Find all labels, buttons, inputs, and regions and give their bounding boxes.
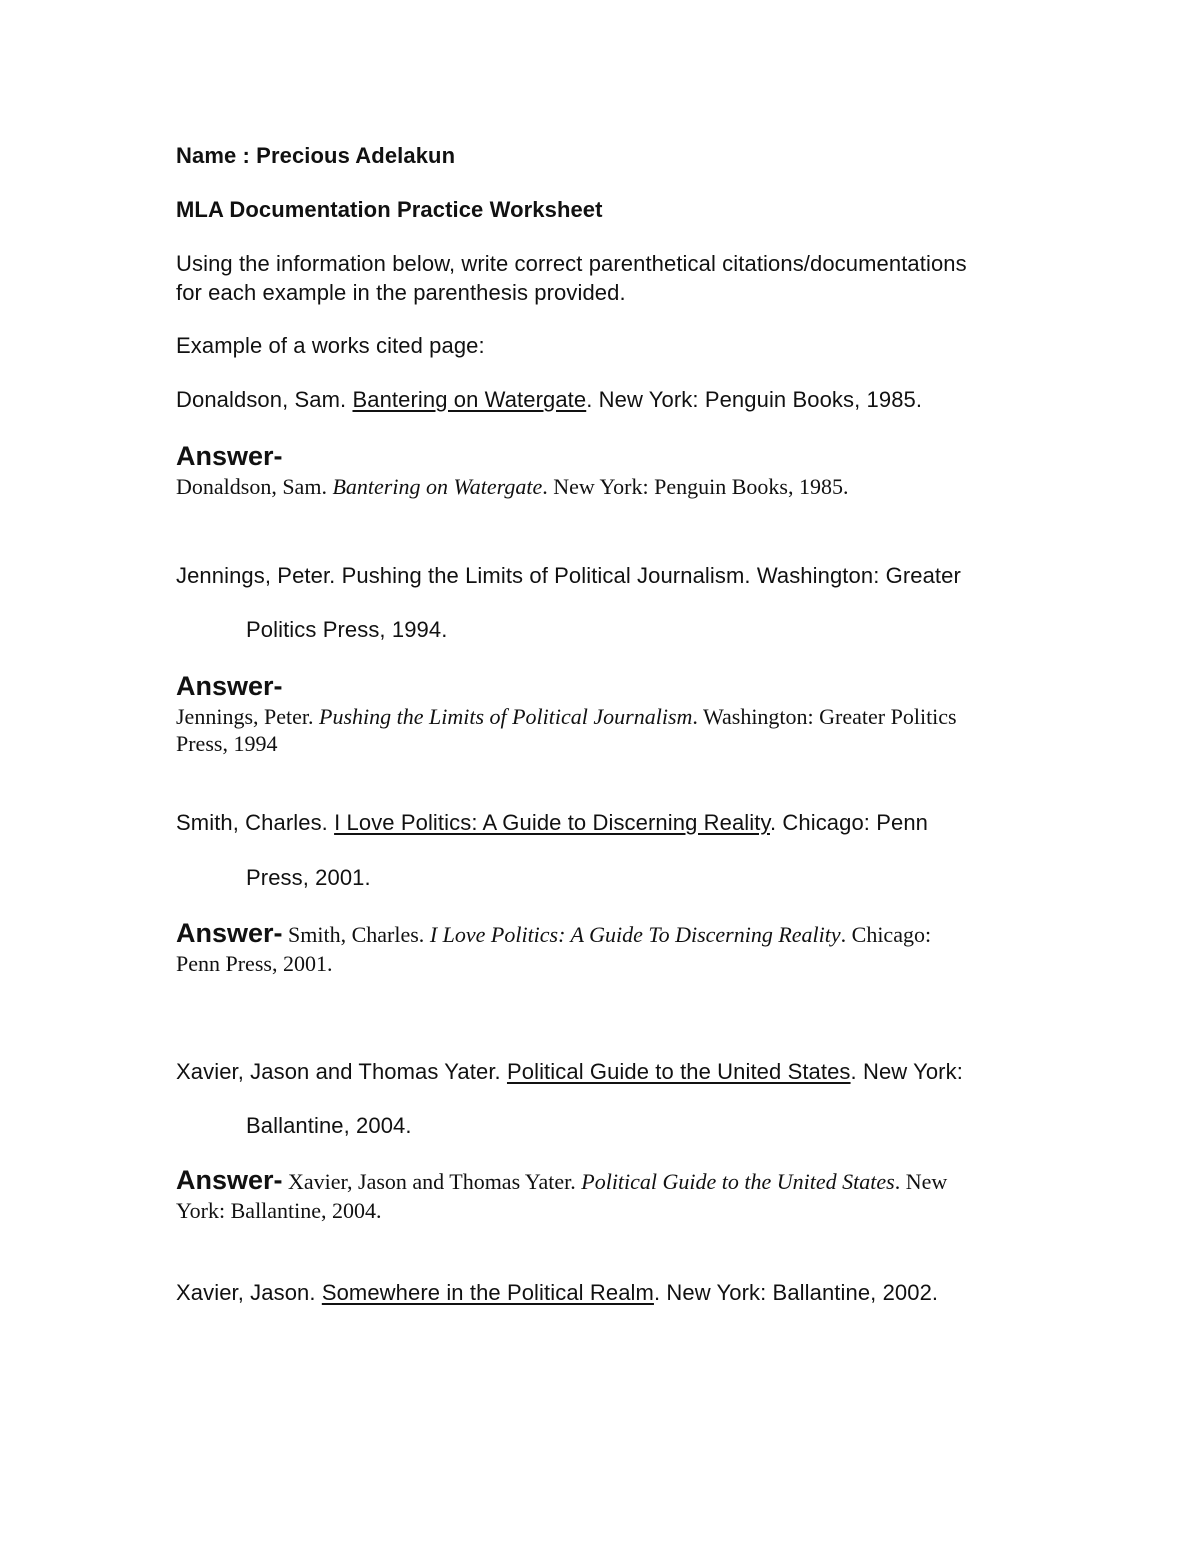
answer-xavier-yater-line-2: York: Ballantine, 2004.: [176, 1198, 382, 1223]
citation-xavier-yater-line-2: Ballantine, 2004.: [246, 1113, 412, 1138]
answer-title: Bantering on Watergate: [332, 474, 543, 499]
citation-smith-line-2: Press, 2001.: [246, 865, 371, 890]
citation-author: Xavier, Jason and Thomas Yater.: [176, 1059, 507, 1084]
instructions-line-2: for each example in the parenthesis provided.: [176, 280, 626, 305]
answer-author: Donaldson, Sam.: [176, 474, 333, 499]
answer-smith-line-2: Penn Press, 2001.: [176, 951, 333, 976]
answer-author: Jennings, Peter.: [176, 704, 319, 729]
answer-smith-line-1: [176, 917, 931, 949]
citation-publication: . New York: Ballantine, 2002.: [653, 1280, 939, 1305]
citation-author: Smith, Charles.: [176, 810, 335, 835]
example-intro: Example of a works cited page:: [176, 333, 485, 358]
worksheet-title: MLA Documentation Practice Worksheet: [176, 197, 603, 222]
citation-publication: . New York: Penguin Books, 1985.: [586, 387, 923, 412]
citation-author: Xavier, Jason.: [176, 1280, 322, 1305]
answer-label: Answer-: [176, 1165, 283, 1195]
citation-title: Political Guide to the United States: [506, 1059, 851, 1084]
answer-title: Pushing the Limits of Political Journalism: [319, 704, 693, 729]
answer-title: I Love Politics: A Guide To Discerning Reality: [429, 922, 841, 947]
instructions-line-1: Using the information below, write correct parenthetical citations/documentations: [176, 251, 967, 276]
answer-jennings-line-1: [176, 703, 957, 730]
citation-publication: . Chicago: Penn: [769, 810, 928, 835]
citation-donaldson: [176, 386, 922, 414]
answer-publication: . New: [894, 1169, 948, 1194]
answer-donaldson: [176, 473, 848, 500]
answer-jennings-line-2: Press, 1994: [176, 731, 278, 756]
answer-xavier-yater-line-1: [176, 1164, 947, 1196]
answer-label: Answer-: [176, 918, 283, 948]
answer-author: Smith, Charles.: [282, 922, 430, 947]
answer-publication: . Washington: Greater Politics: [692, 704, 957, 729]
citation-publication: . New York:: [850, 1059, 963, 1084]
citation-title: I Love Politics: A Guide to Discerning Reality: [334, 810, 770, 835]
answer-title: Political Guide to the United States: [581, 1169, 895, 1194]
answer-label: Answer-: [176, 671, 283, 701]
citation-xavier-yater-line-1: [176, 1058, 963, 1086]
citation-jennings-line-2: Politics Press, 1994.: [246, 617, 448, 642]
answer-author: Xavier, Jason and Thomas Yater.: [282, 1169, 582, 1194]
answer-publication: . Chicago:: [840, 922, 932, 947]
citation-jennings-line-1: Jennings, Peter. Pushing the Limits of Political Journalism. Washington: Greater: [176, 563, 961, 588]
citation-title: Somewhere in the Political Realm: [321, 1280, 654, 1305]
answer-publication: . New York: Penguin Books, 1985.: [542, 474, 849, 499]
citation-author: Donaldson, Sam.: [176, 387, 353, 412]
citation-smith-line-1: [176, 809, 928, 837]
student-name: Name : Precious Adelakun: [176, 143, 456, 168]
citation-xavier: [176, 1279, 938, 1307]
citation-title: Bantering on Watergate: [352, 387, 587, 412]
answer-label: Answer-: [176, 441, 283, 471]
